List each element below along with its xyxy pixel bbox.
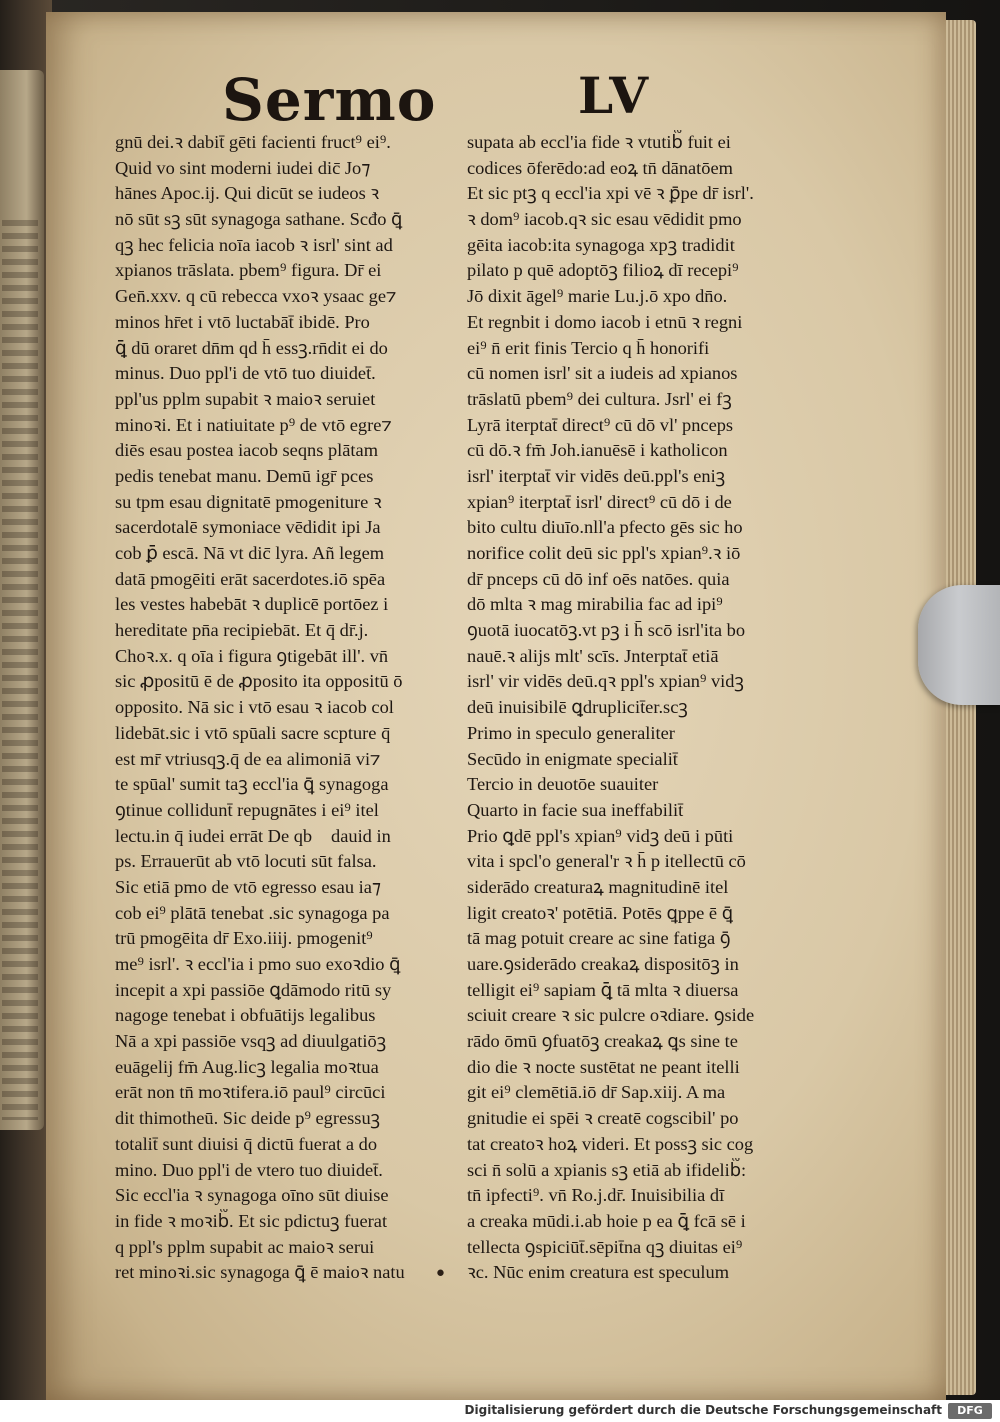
text-line: deū inuisibilē ꝗdruplicit̄er.scꝫ: [467, 697, 688, 718]
text-line: trāslatū pbem⁹ dei cultura. Jsrl' ei fꝫ: [467, 388, 732, 409]
text-line: sacerdotalē symoniace vēdidit ipi Ja: [115, 517, 381, 538]
text-line: nō sūt sꝫ sūt synagoga sathane. Scđo ꝗ̄: [115, 209, 403, 230]
text-line: pilato p quē adoptōꝫ filioꝝ dī recepi⁹: [467, 260, 739, 281]
text-line: ꝯuotā iuocatōꝫ.vt pꝫ i h̄ scō isrl'ita bo: [467, 620, 746, 641]
text-line: sciuit creare ꝛ sic pulcre oꝛdiare. ꝯside: [467, 1005, 755, 1026]
text-line: Nā a xpi passiōe vsqꝫ ad diuulgatiōꝫ: [115, 1031, 387, 1052]
text-line: hānes Apoc.ij. Qui dicūt se iudeos ꝛ: [115, 183, 380, 204]
text-line: xpian⁹ iterptat̄ isrl' direct⁹ cū dō i de: [467, 491, 732, 512]
text-line: incepit a xpi passiōe ꝗdāmodo ritū sy: [115, 979, 392, 1000]
text-line: est mr̄ vtriusqꝫ.q̄ de ea alimoniā vi⁊: [115, 748, 381, 769]
text-line: telligit ei⁹ sapiam ꝗ̄ tā mlta ꝛ diuersa: [467, 979, 739, 1000]
bookmark-clip: [918, 585, 1000, 705]
text-line: git ei⁹ clemētiā.iō dr̄ Sap.xiij. A ma: [467, 1082, 726, 1103]
text-line: Jō dixit āgel⁹ marie Lu.j.ō xpo dn̄o.: [467, 286, 728, 307]
text-line: Tercio in deuotōe suauiter: [467, 774, 659, 795]
text-line: sci n̄ solū a xpianis sꝫ etiā ab ifidelib᷑:: [467, 1159, 747, 1180]
text-line: ppl'us pplm supabit ꝛ maioꝛ seruiet: [115, 388, 376, 409]
text-line: ligit creatoꝛ' potētiā. Potēs ꝗppe ē ꝗ̄: [467, 902, 733, 923]
text-line: cob ei⁹ plātā tenebat .sic synagoga pa: [115, 902, 390, 923]
text-line: xpianos trāslata. pbem⁹ figura. Dr̄ ei: [115, 260, 382, 281]
text-line: su tpm esau dignitatē pmogeniture ꝛ: [115, 491, 382, 512]
text-line: hereditate pn̄a recipiebāt. Et q̄ dr̄.j.: [115, 620, 369, 641]
text-line: dr̄ pnceps cū dō inf oēs natōes. quia: [467, 568, 730, 589]
folio-number: LV: [578, 66, 651, 125]
text-line: tellecta ꝯspiciūt̄.sēpit̄na qꝫ diuitas ei⁹: [467, 1236, 743, 1257]
text-line: rādo ōmū ꝯfuatōꝫ creakaꝝ ꝗs sine te: [467, 1031, 738, 1052]
text-line: tn̄ ipfecti⁹. vn̄ Ro.j.dr̄. Inuisibilia dī: [467, 1185, 725, 1206]
text-line: lectu.in q̄ iudei errāt De qb᷑ dauid in: [115, 825, 391, 846]
text-line: mino. Duo ppl'i de vtero tuo diuidet̄.: [115, 1159, 383, 1180]
text-line: euāgelij fm̄ Aug.licꝫ legalia moꝛtua: [115, 1056, 379, 1077]
text-column-left: [115, 130, 460, 1286]
text-line: siderādo creaturaꝝ magnitudinē itel: [467, 876, 729, 897]
text-line: Et regnbit i domo iacob i etnū ꝛ regni: [467, 311, 743, 332]
text-line: dit thimotheū. Sic deide p⁹ egressuꝫ: [115, 1108, 381, 1129]
text-line: ret minoꝛi.sic synagoga ꝗ̄ ē maioꝛ natu: [115, 1262, 405, 1283]
facing-page-text-bleed: [2, 220, 38, 1120]
text-line: Quid vo sint moderni iudei dic̄ Jo⁊: [115, 157, 371, 178]
text-line: ꝛc. Nūc enim creatura est speculum: [467, 1262, 729, 1283]
dfg-logo: DFG: [948, 1403, 992, 1419]
text-line: qꝫ hec felicia noīa iacob ꝛ isrl' sint ad: [115, 234, 393, 255]
text-line: minus. Duo ppl'i de vtō tuo diuidet̄.: [115, 363, 376, 384]
text-line: isrl' iterptat̄ vir vidēs deū.ppl's eniꝫ: [467, 465, 726, 486]
text-line: diēs esau postea iacob seqns plātam: [115, 440, 379, 461]
text-line: gēita iacob:ita synagoga xpꝫ tradidit: [467, 234, 735, 255]
page-footer-mark: •: [434, 1262, 447, 1287]
text-line: cū dō.ꝛ fm̄ Joh.ianuēsē i katholicon: [467, 440, 728, 461]
text-line: Sic etiā pmo de vtō egresso esau ia⁊: [115, 876, 382, 897]
text-line: lidebāt.sic i vtō spūali sacre scpture q̄: [115, 722, 391, 743]
text-line: in fide ꝛ moꝛib᷑. Et sic pdictuꝫ fuerat: [115, 1210, 388, 1231]
text-column-right: [467, 130, 767, 1286]
text-line: q ppl's pplm supabit ac maioꝛ serui: [115, 1236, 375, 1257]
text-line: Choꝛ.x. q oīa i figura ꝯtigebāt ill'. vn̄: [115, 645, 389, 666]
text-line: supata ab eccl'ia fide ꝛ vtutib᷑ fuit ei: [467, 132, 731, 152]
text-line: minoꝛi. Et i natiuitate p⁹ de vtō egre⁊: [115, 414, 392, 435]
credit-bar: [0, 1400, 1000, 1422]
text-line: dio die ꝛ nocte sustētat ne peant itelli: [467, 1056, 740, 1077]
text-line: ps. Errauerūt ab vtō locuti sūt falsa.: [115, 851, 377, 872]
text-line: a creaka mūdi.i.ab hoie p ea ꝗ̄ fcā sē i: [467, 1210, 746, 1231]
text-line: bito cultu diuīo.nll'a pfecto gēs sic ho: [467, 517, 743, 538]
text-line: Primo in speculo generaliter: [467, 722, 675, 743]
text-line: opposito. Nā sic i vtō esau ꝛ iacob col: [115, 697, 394, 718]
text-line: trū pmogēita dr̄ Exo.iiij. pmogenit⁹: [115, 928, 373, 949]
text-line: cob ꝑ̄ escā. Nā vt dic̄ lyra. Añ legem: [115, 543, 385, 563]
text-line: tat creatoꝛ hoꝝ videri. Et possꝫ sic cog: [467, 1133, 754, 1154]
text-line: ꝗ̄ dū oraret dn̄m qd h̄ essꝫ.rn̄dit ei do: [115, 337, 388, 358]
page-fore-edge: [946, 20, 976, 1395]
text-line: uare.ꝯsiderādo creakaꝝ dispositōꝫ in: [467, 954, 739, 974]
text-line: codices ōferēdo:ad eoꝝ tn̄ dānatōem: [467, 157, 733, 178]
text-line: ꝯtinue collidunt̄ repugnātes i ei⁹ itel: [115, 799, 379, 820]
text-line: nauē.ꝛ alijs mlt' scīs. Jnterptat̄ etiā: [467, 645, 719, 666]
text-line: norifice colit deū sic ppl's xpian⁹.ꝛ iō: [467, 543, 741, 563]
text-line: Lyrā iterptat̄ direct⁹ cū dō vl' pnceps: [467, 414, 734, 435]
text-line: dō mlta ꝛ mag mirabilia fac ad ipi⁹: [467, 594, 723, 615]
text-line: les vestes habebāt ꝛ duplicē portōez i: [115, 594, 389, 615]
text-line: tā mag potuit creare ac sine fatiga ꝯ̄: [467, 928, 731, 949]
text-line: nagoge tenebat i obfuātijs legalibus: [115, 1005, 376, 1026]
credit-text: Digitalisierung gefördert durch die Deutsche Forschungsgemeinschaft: [464, 1403, 942, 1417]
text-line: gnitudie ei spēi ꝛ creatē cogscibil' po: [467, 1108, 739, 1129]
text-line: ꝛ dom⁹ iacob.qꝛ sic esau vēdidit pmo: [467, 209, 742, 230]
text-line: totalit̄ sunt diuisi q̄ dictū fuerat a do: [115, 1133, 378, 1154]
text-line: vita i spcl'o general'r ꝛ h̄ p itellectū cō: [467, 851, 746, 872]
facing-page-edge: [0, 70, 44, 1130]
text-line: gnū dei.ꝛ dabit̄ gēti facienti fruct⁹ ei⁹.: [115, 132, 391, 152]
text-line: pedis tenebat manu. Demū igr̄ pces: [115, 465, 374, 486]
text-line: minos hr̄et i vtō luctabāt̄ ibidē. Pro: [115, 311, 370, 332]
text-line: ei⁹ n̄ erit finis Tercio q h̄ honorifi: [467, 337, 710, 358]
text-line: isrl' vir vidēs deū.qꝛ ppl's xpian⁹ vidꝫ: [467, 671, 744, 692]
text-line: Gen̄.xxv. q cū rebecca vxoꝛ ysaac ge⁊: [115, 286, 397, 307]
running-head-title: Sermo: [222, 66, 437, 134]
text-line: me⁹ isrl'. ꝛ eccl'ia i pmo suo exoꝛdio ꝗ̄: [115, 954, 401, 974]
text-line: sic ꝓpositū ē de ꝓposito ita oppositū ō: [115, 671, 403, 692]
text-line: cū nomen isrl' sit a iudeis ad xpianos: [467, 363, 738, 384]
text-line: Et sic ptꝫ q eccl'ia xpi vē ꝛ ꝑ̄pe dr̄ isrl'.: [467, 183, 754, 204]
text-line: erāt non tn̄ moꝛtifera.iō paul⁹ circūci: [115, 1082, 386, 1103]
text-line: datā pmogēiti erāt sacerdotes.iō spēa: [115, 568, 386, 589]
text-line: Secūdo in enigmate specialit̄: [467, 748, 678, 769]
text-line: te spūal' sumit taꝫ eccl'ia ꝗ̄ synagoga: [115, 774, 389, 795]
text-line: Sic eccl'ia ꝛ synagoga oīno sūt diuise: [115, 1185, 389, 1206]
text-line: Prio ꝗdē ppl's xpian⁹ vidꝫ deū i pūti: [467, 825, 734, 846]
text-line: Quarto in facie sua ineffabilit̄: [467, 799, 684, 820]
